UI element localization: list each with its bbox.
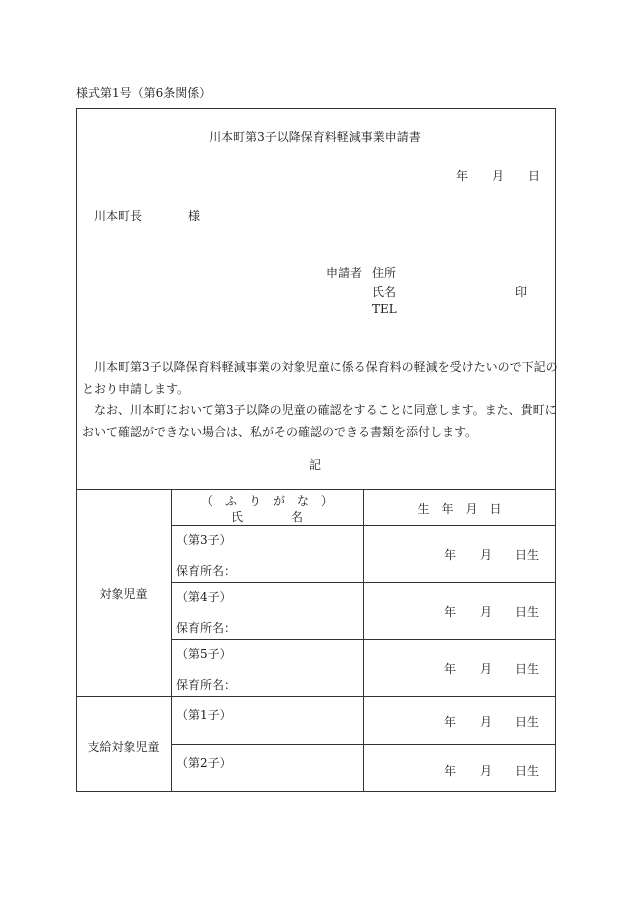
applicant-address-label: 住所: [372, 266, 397, 280]
form-number-label: 様式第1号（第6条関係）: [76, 86, 212, 100]
child-3-birth-day: 日生: [515, 548, 540, 562]
addressee-name: 川本町長: [94, 209, 143, 223]
form-title: 川本町第3子以降保育料軽減事業申請書: [209, 130, 421, 144]
child-4-birth-month: 月: [480, 605, 493, 619]
child-5-birth-month: 月: [480, 662, 493, 676]
body-paragraph-1-line-2: とおり申請します。: [82, 382, 190, 396]
date-month-label: 月: [492, 169, 505, 183]
child-1-birth-day: 日生: [515, 715, 540, 729]
header-furigana: （ ふ り が な ）: [200, 494, 333, 508]
child-1-birth-year: 年: [444, 715, 457, 729]
addressee-honorific: 様: [188, 209, 201, 223]
child-3-nursery-label: 保育所名：: [176, 564, 237, 578]
child-4-nursery-label: 保育所名：: [176, 621, 237, 635]
applicant-tel-label: TEL: [372, 302, 397, 316]
target-children-label: 対象児童: [99, 587, 148, 601]
body-paragraph-2-line-1: なお、川本町において第3子以降の児童の確認をすることに同意します。また、貴町に: [94, 403, 557, 417]
date-year-label: 年: [456, 169, 469, 183]
child-2-birth-year: 年: [444, 764, 457, 778]
child-5-label: （第5子）: [176, 647, 232, 661]
child-2-label: （第2子）: [176, 756, 232, 770]
table-top-line: [76, 489, 556, 490]
ki-label: 記: [308, 458, 321, 472]
child-3-label: （第3子）: [176, 533, 232, 547]
child-4-birth-year: 年: [444, 605, 457, 619]
child-3-birth-month: 月: [480, 548, 493, 562]
application-form-frame: [76, 108, 556, 792]
child-4-birth-day: 日生: [515, 605, 540, 619]
child-1-label: （第1子）: [176, 708, 232, 722]
header-birthdate: 生 年 月 日: [417, 502, 502, 516]
child-5-birth-day: 日生: [515, 662, 540, 676]
child-1-birth-month: 月: [480, 715, 493, 729]
seal-mark: 印: [515, 285, 528, 299]
body-paragraph-1-line-1: 川本町第3子以降保育料軽減事業の対象児童に係る保育料の軽減を受けたいので下記の: [94, 360, 558, 374]
table-birth-column-line: [363, 489, 364, 792]
child-2-birth-day: 日生: [515, 764, 540, 778]
child-4-label: （第4子）: [176, 590, 232, 604]
applicant-label: 申請者: [326, 266, 363, 280]
payment-target-children-label: 支給対象児童: [87, 740, 160, 754]
date-day-label: 日: [528, 169, 541, 183]
table-group-divider-line: [76, 696, 556, 697]
child-5-nursery-label: 保育所名：: [176, 678, 237, 692]
child-3-birth-year: 年: [444, 548, 457, 562]
applicant-name-label: 氏名: [372, 285, 397, 299]
table-label-column-line: [171, 489, 172, 792]
body-paragraph-2-line-2: おいて確認ができない場合は、私がその確認のできる書類を添付します。: [82, 425, 478, 439]
child-2-birth-month: 月: [480, 764, 493, 778]
child-5-birth-year: 年: [444, 662, 457, 676]
header-name: 氏 名: [230, 510, 303, 524]
